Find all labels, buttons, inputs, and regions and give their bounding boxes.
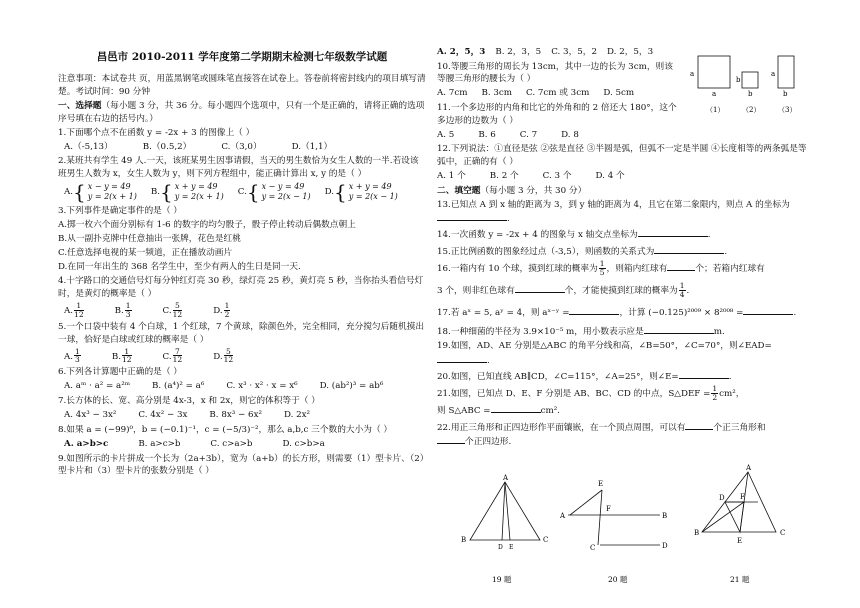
brace-icon: { <box>159 180 173 205</box>
point-label: A <box>503 474 509 482</box>
numerator: 7 <box>173 348 183 357</box>
q12-option: D. 4 个 <box>595 170 625 181</box>
option-label: A. <box>64 351 74 362</box>
q22-text: 22.用正三角形和正四边形作平面镶嵌，在一个顶点周围，可以有 <box>437 422 686 433</box>
answer-blank[interactable] <box>515 283 565 293</box>
denominator: 12 <box>172 310 183 320</box>
denominator: 2 <box>712 393 718 403</box>
fraction <box>125 302 132 319</box>
option-label: B. <box>111 351 121 362</box>
q16-text: 个；若箱内红球有 <box>695 263 765 274</box>
q1-stem: 1.下面哪个点不在函数 y = -2x + 3 的图像上（ ） <box>58 127 255 138</box>
eq-line: y = 2(x + 1) <box>174 192 224 202</box>
option-label: C. <box>162 306 172 317</box>
point-label: C <box>590 544 596 552</box>
answer-blank[interactable] <box>569 305 619 315</box>
card-label: b <box>748 90 753 98</box>
eq-line: y = 2(x − 1) <box>348 192 398 202</box>
answer-blank[interactable] <box>437 434 465 444</box>
q10-stem: 10.等腰三角形的周长为 13cm，其中一边的长为 3cm，则该等腰三角形的腰长为（ ） <box>437 61 673 85</box>
card-caption: （2） <box>742 106 761 114</box>
card-label: a <box>771 70 776 78</box>
eq-line: y = 2(x + 1) <box>87 192 137 202</box>
q19-text: 19.如图，AD、AE 分别是△ABC 的角平分线和高，∠B=50°，∠C=70°，则∠EAD= <box>437 341 772 352</box>
figure-caption: 20 题 <box>608 575 628 584</box>
numerator: 1 <box>125 301 131 311</box>
q20: 20.如图，已知直线 AB∥CD，∠C=115°，∠A=25°，则∠E= . <box>437 369 815 384</box>
numerator: 1 <box>74 302 84 311</box>
q7-option: B. 8x³ − 6x² <box>209 410 262 421</box>
q7-option: D. 2x² <box>283 410 311 421</box>
q7-option: C. 4x² − 3x <box>138 410 188 421</box>
q10-option: C. 7cm 或 3cm <box>525 88 590 99</box>
fraction <box>711 385 718 402</box>
eq-line: y = 2(x − 1) <box>261 192 311 202</box>
q5-stem: 5.一个口袋中装有 4 个白球，1 个红球，7 个黄球，除颜色外，完全相同，充分搅匀后随机摸出一球，恰好是白球或红球的概率是（ ） <box>58 321 425 345</box>
q11-option: C. 7 <box>519 129 538 140</box>
fraction <box>224 302 231 319</box>
q9-option: D. 2，5，3 <box>607 47 654 57</box>
q4-option <box>213 302 231 319</box>
option-label: A. <box>64 187 74 198</box>
q7-options <box>64 409 426 422</box>
q2-stem: 2.某班共有学生 49 人.一天，该班某男生因事请假，当天的男生数恰为女生人数的一半.若设该班男生人数为 x，女生人数为 y，则下列方程组中，能正确计算出 x, y 的是（ ） <box>58 156 419 179</box>
option-label: A. <box>64 306 74 317</box>
numerator: 1 <box>679 281 685 291</box>
option-label: C. <box>237 187 247 198</box>
numerator: 1 <box>599 258 605 268</box>
q11-option: B. 6 <box>478 129 496 140</box>
q2-option-c <box>238 182 311 203</box>
q3-option-c: C.任意选择电视的某一频道，正在播放动画片 <box>58 248 233 259</box>
answer-blank[interactable] <box>644 324 714 334</box>
q8-option: A. a>b>c <box>64 438 109 449</box>
q11-options <box>437 129 677 142</box>
q17-text: ，计算 (−0.125)²⁰⁰⁹ × 8²⁰⁰⁸ = <box>619 308 744 319</box>
denominator: 12 <box>121 355 132 365</box>
card-label: a <box>712 90 717 98</box>
option-label: B. <box>114 306 124 317</box>
card-label: b <box>783 90 788 98</box>
line-ad <box>502 482 505 540</box>
numerator: 5 <box>173 302 183 311</box>
q22-text: 个正三角形和 <box>713 422 766 433</box>
q15-text: 15.正比例函数的图象经过点（-3,5），则函数的关系式为 <box>437 246 655 257</box>
q8-option: C. c>a>b <box>210 438 253 449</box>
q3-option-d: D.在同一年出生的 368 名学生中，至少有两人的生日是同一天. <box>58 262 301 273</box>
option-label: D. <box>324 187 335 198</box>
q11-stem: 11.一个多边形的内角和比它的外角和的 2 倍还大 180°，这个多边形的边数为（ ） <box>437 102 677 126</box>
figure-19 <box>461 474 548 584</box>
q9-option: C. 3，5，2 <box>551 47 598 57</box>
q3-option-a: A.掷一枚六个面分别标有 1-6 的数字的均匀骰子，骰子停止转动后偶数点朝上 <box>58 219 356 230</box>
q12-option: C. 3 个 <box>542 170 572 181</box>
numerator: 5 <box>224 348 234 357</box>
answer-blank[interactable] <box>685 420 713 430</box>
q3-option-b: B.从一副扑克牌中任意抽出一张牌，花色是红桃 <box>58 234 241 245</box>
brace-icon: { <box>334 180 347 205</box>
q4-option <box>64 302 85 319</box>
q16-line2: 3 个，则非红色球有 个，才能使摸到红球的概率为 $\frac{1}{4}$ . <box>437 281 690 300</box>
point-label: A <box>746 464 752 472</box>
point-label: C <box>780 529 786 537</box>
section1-desc: （每小题 3 分，共 36 分。每小题四个选项中，只有一个是正确的，请将正确的选项序号填在右边的括号内。） <box>58 100 425 124</box>
numerator: 1 <box>712 384 718 394</box>
q12-option: A. 1 个 <box>437 170 466 181</box>
q2-option-a <box>64 182 137 203</box>
brace-icon: { <box>73 180 86 205</box>
section1-title: 一、选择题 <box>58 100 102 111</box>
fraction <box>122 348 132 365</box>
q21 <box>437 385 815 402</box>
fraction <box>74 348 81 365</box>
card-label: b <box>736 76 741 84</box>
q12-stem: 12.下列说法：①直径是弦 ②弦是直径 ③半圆是弧，但弧不一定是半圆 ④长度相等的两条弧是等弧中，正确的有（ ） <box>437 144 807 167</box>
q12-option: B. 2 个 <box>489 170 519 181</box>
q8-option: B. a>c>b <box>138 438 181 449</box>
q6-option: A. aᵐ · a² = a²ᵐ <box>64 381 131 392</box>
point-label: E <box>737 537 743 545</box>
denominator: 3 <box>125 310 131 320</box>
option-label: B. <box>150 187 160 198</box>
point-label: D <box>662 542 668 550</box>
denominator: 5 <box>599 267 605 277</box>
denominator: 12 <box>74 310 84 320</box>
eq-line: x + y = 49 <box>348 182 392 192</box>
q2-options <box>64 182 426 203</box>
answer-blank[interactable] <box>491 403 541 413</box>
section2-header <box>437 185 815 198</box>
q16-line1 <box>437 260 815 277</box>
answer-blank[interactable] <box>638 227 708 237</box>
q20-text: 20.如图，已知直线 AB∥CD，∠C=115°，∠A=25°，则∠E= <box>437 372 679 383</box>
q9-options <box>437 46 677 59</box>
q11-option: A. 5 <box>437 129 455 140</box>
point-label: B <box>461 536 467 544</box>
figure-21 <box>694 464 785 584</box>
q2-option-d <box>325 182 398 203</box>
q21-text: cm². <box>540 406 560 417</box>
q18 <box>437 324 815 339</box>
numerator: 1 <box>75 346 80 356</box>
q1-option: D.（1,1） <box>291 141 333 152</box>
q6-option: C. x³ · x² · x = x⁶ <box>226 381 298 392</box>
right-top-block <box>437 46 677 141</box>
q3-stem: 3.下列事件是确定事件的是（ ） <box>58 205 182 216</box>
eq-line: x + y = 49 <box>174 182 218 192</box>
q1-option: C.（3,0） <box>221 141 262 152</box>
q13: 13.已知点 A 到 x 轴的距离为 3，到 y 轴的距离为 4，且它在第二象限内，则点 A 的坐标为. <box>437 199 790 225</box>
q14-text: 14.一次函数 y = -2x + 4 的图象与 x 轴交点坐标为 <box>437 230 638 241</box>
q5-option <box>112 348 133 365</box>
q1-options <box>64 141 426 154</box>
q21-text: 则 S△ABC = <box>437 406 491 417</box>
figure-20 <box>559 480 668 584</box>
q8-options <box>64 438 426 451</box>
q16-text: 3 个，则非红色球有 <box>437 286 515 297</box>
q18-unit: m. <box>713 326 725 337</box>
card-caption: （1） <box>706 106 725 114</box>
q6-option: B. (a⁴)² = a⁶ <box>152 381 205 392</box>
q21-text: 21.如图，已知点 D、E、F 分别是 AB、BC、CD 的中点，S△DEF = <box>437 389 711 400</box>
answer-blank[interactable] <box>667 261 695 271</box>
q17: 17.若 aˣ = 5, aʸ = 4，则 aˣ⁻ʸ = ，计算 (−0.125)²⁰⁰⁹ × 8²⁰⁰⁸ = . <box>437 305 815 320</box>
option-label: D. <box>213 306 223 317</box>
section2-title: 二、填空题 <box>437 185 481 196</box>
q16-text: ，则箱内红球有 <box>606 263 668 274</box>
q21-text: cm²， <box>719 389 745 400</box>
card-label: a <box>690 70 695 78</box>
point-label: D <box>719 494 725 502</box>
q4-option <box>163 302 184 319</box>
q8-stem: 8.如果 a = (−99)⁰，b = (−0.1)⁻¹，c = (−5/3)⁻²，那么 a,b,c 三个数的大小为（ ） <box>58 424 393 435</box>
cards-figure <box>680 50 840 120</box>
q22 <box>437 420 815 449</box>
point-label: C <box>543 536 549 544</box>
fraction <box>74 302 84 319</box>
geometry-figures <box>440 464 800 600</box>
point-label: F <box>740 493 745 501</box>
fraction <box>599 260 606 277</box>
q5-option <box>64 348 82 365</box>
denominator: 12 <box>223 355 234 365</box>
option-label: D. <box>213 351 223 362</box>
q22-text: 个正四边形. <box>465 437 512 448</box>
q5-option <box>163 348 184 365</box>
card-1-square <box>698 56 730 88</box>
notice: 注意事项：本试卷共 页，用蓝黑钢笔或圆珠笔直接答在试卷上。答卷前将密封线内的项目填写清楚。考试时间：90 分钟 <box>58 74 426 97</box>
point-label: D <box>498 544 503 551</box>
fraction <box>173 348 183 365</box>
q9-option: B. 2，3，5 <box>495 47 542 57</box>
figure-caption: 21 题 <box>730 575 750 584</box>
eq-line: x − y = 49 <box>87 182 131 192</box>
q4-options <box>64 302 426 319</box>
denominator: 3 <box>75 355 80 365</box>
q12-options <box>437 170 815 183</box>
point-label: E <box>509 544 514 551</box>
q14: 14.一次函数 y = -2x + 4 的图象与 x 轴交点坐标为 . <box>437 227 815 242</box>
q8-option: D. c>b>a <box>282 438 325 449</box>
q10-option: B. 3cm <box>481 88 512 99</box>
line-ec <box>598 490 602 545</box>
point-label: B <box>662 512 668 520</box>
line-ae <box>570 490 602 515</box>
q1-option: A.（-5,13） <box>64 141 113 152</box>
q21-line2 <box>437 403 815 418</box>
point-label: F <box>606 505 611 513</box>
q2-option-b <box>151 182 224 203</box>
q5-options <box>64 348 426 365</box>
q10-option: A. 7cm <box>437 88 468 99</box>
point-label: E <box>598 480 604 488</box>
q6-options <box>64 380 426 393</box>
q16-text: 个，才能使摸到红球的概率为 <box>564 286 678 297</box>
answer-blank[interactable] <box>743 305 793 315</box>
denominator: 4 <box>679 290 685 300</box>
q9-option: A. 2，5，3 <box>437 47 486 57</box>
point-label: A <box>560 512 566 520</box>
q10-options <box>437 87 677 100</box>
denominator: 2 <box>224 310 230 320</box>
card-3-rect <box>778 56 794 88</box>
option-label: C. <box>162 351 172 362</box>
q17-text: 17.若 aˣ = 5, aʸ = 4，则 aˣ⁻ʸ = <box>437 308 570 319</box>
triangle-abc <box>470 482 540 540</box>
q18-text: 18.一种细菌的半径为 3.9×10⁻⁵ m，用小数表示应是 <box>437 326 644 337</box>
q4-stem: 4.十字路口的交通信号灯每分钟红灯亮 30 秒，绿灯亮 25 秒，黄灯亮 5 秒，当你抬头看信号灯时，是黄灯的概率是（ ） <box>58 276 424 300</box>
numerator: 1 <box>122 348 132 357</box>
q16-text: 16.一箱内有 10 个球，摸到红球的概率为 <box>437 263 598 274</box>
numerator: 1 <box>224 301 230 311</box>
line-ae <box>505 482 510 540</box>
triangle-def <box>725 502 744 532</box>
section1-header <box>58 100 426 125</box>
card-2-square <box>742 72 758 88</box>
q11-option: D. 8 <box>561 129 579 140</box>
fraction <box>224 348 234 365</box>
card-caption: （3） <box>778 106 797 114</box>
q5-option <box>213 348 234 365</box>
q13-text: 13.已知点 A 到 x 轴的距离为 3，到 y 轴的距离为 4，且它在第二象限内，则点 A 的坐标为 <box>437 199 790 210</box>
denominator: 12 <box>172 355 183 365</box>
q4-option <box>115 302 133 319</box>
q15: 15.正比例函数的图象经过点（-3,5），则函数的关系式为 . <box>437 244 815 259</box>
q1-option: B.（0.5,2） <box>142 141 192 152</box>
answer-blank[interactable] <box>679 369 729 379</box>
left-column <box>58 0 426 479</box>
section2-desc: （每小题 3 分，共 30 分） <box>480 185 587 196</box>
point-label: B <box>694 529 700 537</box>
q10-option: D. 5cm <box>603 88 635 99</box>
exam-title: 昌邑市 2010-2011 学年度第二学期期末检测七年级数学试题 <box>96 51 388 63</box>
brace-icon: { <box>246 180 260 205</box>
q6-option: D. (ab²)³ = ab⁶ <box>319 381 384 392</box>
q9-stem: 9.如图所示的卡片拼成一个长为（2a+3b），宽为（a+b）的长方形，则需要（1）型卡片、（2）型卡片和（3）型卡片的张数分别是（ ） <box>58 453 425 477</box>
eq-line: x − y = 49 <box>261 182 305 192</box>
q7-option: A. 4x³ − 3x² <box>64 410 117 421</box>
answer-blank[interactable] <box>437 211 507 221</box>
answer-blank[interactable] <box>654 244 724 254</box>
q7-stem: 7.长方体的长、宽、高分别是 4x-3，x 和 2x，则它的体积等于（ ） <box>58 396 320 407</box>
answer-blank[interactable] <box>437 353 487 363</box>
q19: 19.如图，AD、AE 分别是△ABC 的角平分线和高，∠B=50°，∠C=70°，则∠EAD=. <box>437 341 772 366</box>
fraction <box>679 282 686 299</box>
fraction <box>173 302 183 319</box>
q6-stem: 6.下列各计算题中正确的是（ ） <box>58 367 182 378</box>
figure-caption: 19 题 <box>492 575 512 584</box>
